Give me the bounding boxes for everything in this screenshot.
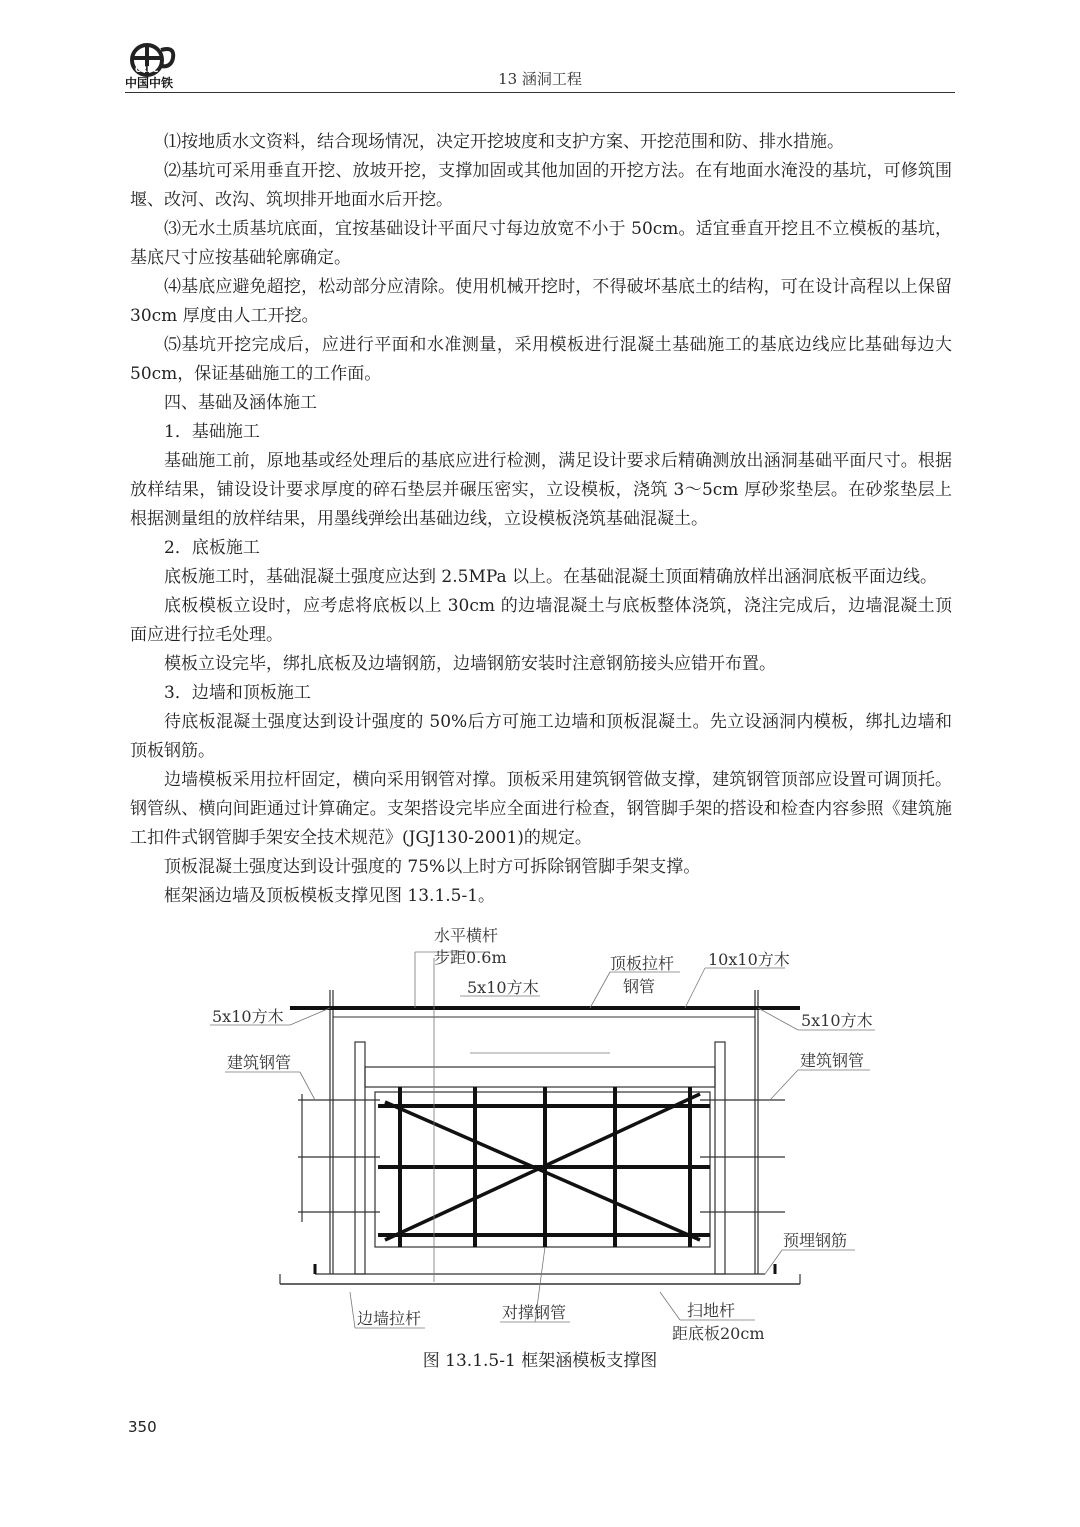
- paragraph: ⑸基坑开挖完成后，应进行平面和水准测量，采用模板进行混凝土基础施工的基底边线应比基础每边大 50cm，保证基础施工的工作面。: [130, 335, 952, 384]
- label-building-pipe-left: 建筑钢管: [227, 1053, 292, 1072]
- section-heading: 四、基础及涵体施工: [164, 393, 317, 413]
- figure-caption: 图 13.1.5-1 框架涵模板支撑图: [422, 1351, 658, 1371]
- svg-text:CREC: CREC: [135, 65, 159, 74]
- label-horizontal-bar: 水平横杆: [434, 926, 499, 945]
- body-text: [130, 128, 952, 911]
- paragraph: ⑵基坑可采用垂直开挖、放坡开挖，支撑加固或其他加固的开挖方法。在有地面水淹没的基坑，可修筑围堰、改河、改沟、筑坝排开地面水后开挖。: [130, 161, 952, 210]
- paragraph: ⑷基底应避免超挖，松动部分应清除。使用机械开挖时，不得破坏基底土的结构，可在设计高程以上保留 30cm 厚度由人工开挖。: [130, 277, 952, 326]
- page-number: 350: [128, 1418, 157, 1436]
- label-sweep-bar: 扫地杆: [687, 1301, 736, 1320]
- diagram-svg: [190, 922, 890, 1342]
- paragraph: ⑶无水土质基坑底面，宜按基础设计平面尺寸每边放宽不小于 50cm。适宜垂直开挖且不立模板的基坑，基底尺寸应按基础轮廓确定。: [130, 219, 952, 268]
- label-timber-5x10-right: 5x10方木: [801, 1011, 873, 1030]
- label-timber-5x10-top: 5x10方木: [467, 978, 539, 997]
- roof-slab: [365, 1067, 715, 1087]
- subsection-heading: 1．基础施工: [164, 422, 260, 442]
- subsection-heading: 2．底板施工: [164, 538, 260, 558]
- formwork-support-diagram: [190, 922, 890, 1342]
- paragraph: 底板模板立设时，应考虑将底板以上 30cm 的边墙混凝土与底板整体浇筑，浇注完成后，边墙混凝土顶面应进行拉毛处理。: [130, 596, 952, 645]
- label-wall-tie: 边墙拉杆: [357, 1309, 422, 1328]
- page-header: [125, 36, 955, 96]
- label-timber-5x10-left: 5x10方木: [212, 1007, 284, 1026]
- label-step: 步距0.6m: [434, 948, 507, 967]
- label-building-pipe-right: 建筑钢管: [800, 1051, 865, 1070]
- paragraph: 待底板混凝土强度达到设计强度的 50%后方可施工边墙和顶板混凝土。先立设涵洞内模板，绑扎边墙和顶板钢筋。: [130, 712, 952, 761]
- subsection-heading: 3．边墙和顶板施工: [164, 683, 311, 703]
- label-brace-pipe: 对撑钢管: [502, 1303, 567, 1322]
- label-timber-10x10: 10x10方木: [708, 950, 790, 969]
- right-wall: [715, 1042, 725, 1274]
- header-rule: [125, 92, 955, 93]
- paragraph: 边墙模板采用拉杆固定，横向采用钢管对撑。顶板采用建筑钢管做支撑，建筑钢管顶部应设置可调顶托。钢管纵、横向间距通过计算确定。支架搭设完毕应全面进行检查，钢管脚手架的搭设和检查内容参照《建筑施工扣件式钢管脚手架安全技术规范》(JGJ130-2001)的规定。: [130, 770, 952, 848]
- paragraph: 顶板混凝土强度达到设计强度的 75%以上时方可拆除钢管脚手架支撑。: [164, 857, 701, 877]
- label-steel-pipe: 钢管: [623, 977, 656, 996]
- label-embedded-rebar: 预埋钢筋: [783, 1231, 848, 1250]
- paragraph: ⑴按地质水文资料，结合现场情况，决定开挖坡度和支护方案、开挖范围和防、排水措施。: [164, 132, 844, 152]
- logo-text: 中国中铁: [125, 76, 174, 90]
- paragraph: 框架涵边墙及顶板模板支撑见图 13.1.5-1。: [164, 886, 496, 906]
- paragraph: 底板施工时，基础混凝土强度应达到 2.5MPa 以上。在基础混凝土顶面精确放样出涵洞底板平面边线。: [164, 567, 938, 587]
- label-sweep-offset: 距底板20cm: [672, 1324, 765, 1342]
- chapter-title: 13 涵洞工程: [498, 70, 582, 88]
- paragraph: 模板立设完毕，绑扎底板及边墙钢筋，边墙钢筋安装时注意钢筋接头应错开布置。: [164, 654, 776, 674]
- label-roof-tie: 顶板拉杆: [610, 954, 675, 973]
- paragraph: 基础施工前，原地基或经处理后的基底应进行检测，满足设计要求后精确测放出涵洞基础平面尺寸。根据放样结果，铺设设计要求厚度的碎石垫层并碾压密实，立设模板，浇筑 3～5cm 厚砂浆垫层。在砂浆垫层上根据测量组的放样结果，用墨线弹绘出基础边线，立设模板浇筑基础混凝土。: [130, 451, 952, 529]
- left-wall: [355, 1042, 365, 1274]
